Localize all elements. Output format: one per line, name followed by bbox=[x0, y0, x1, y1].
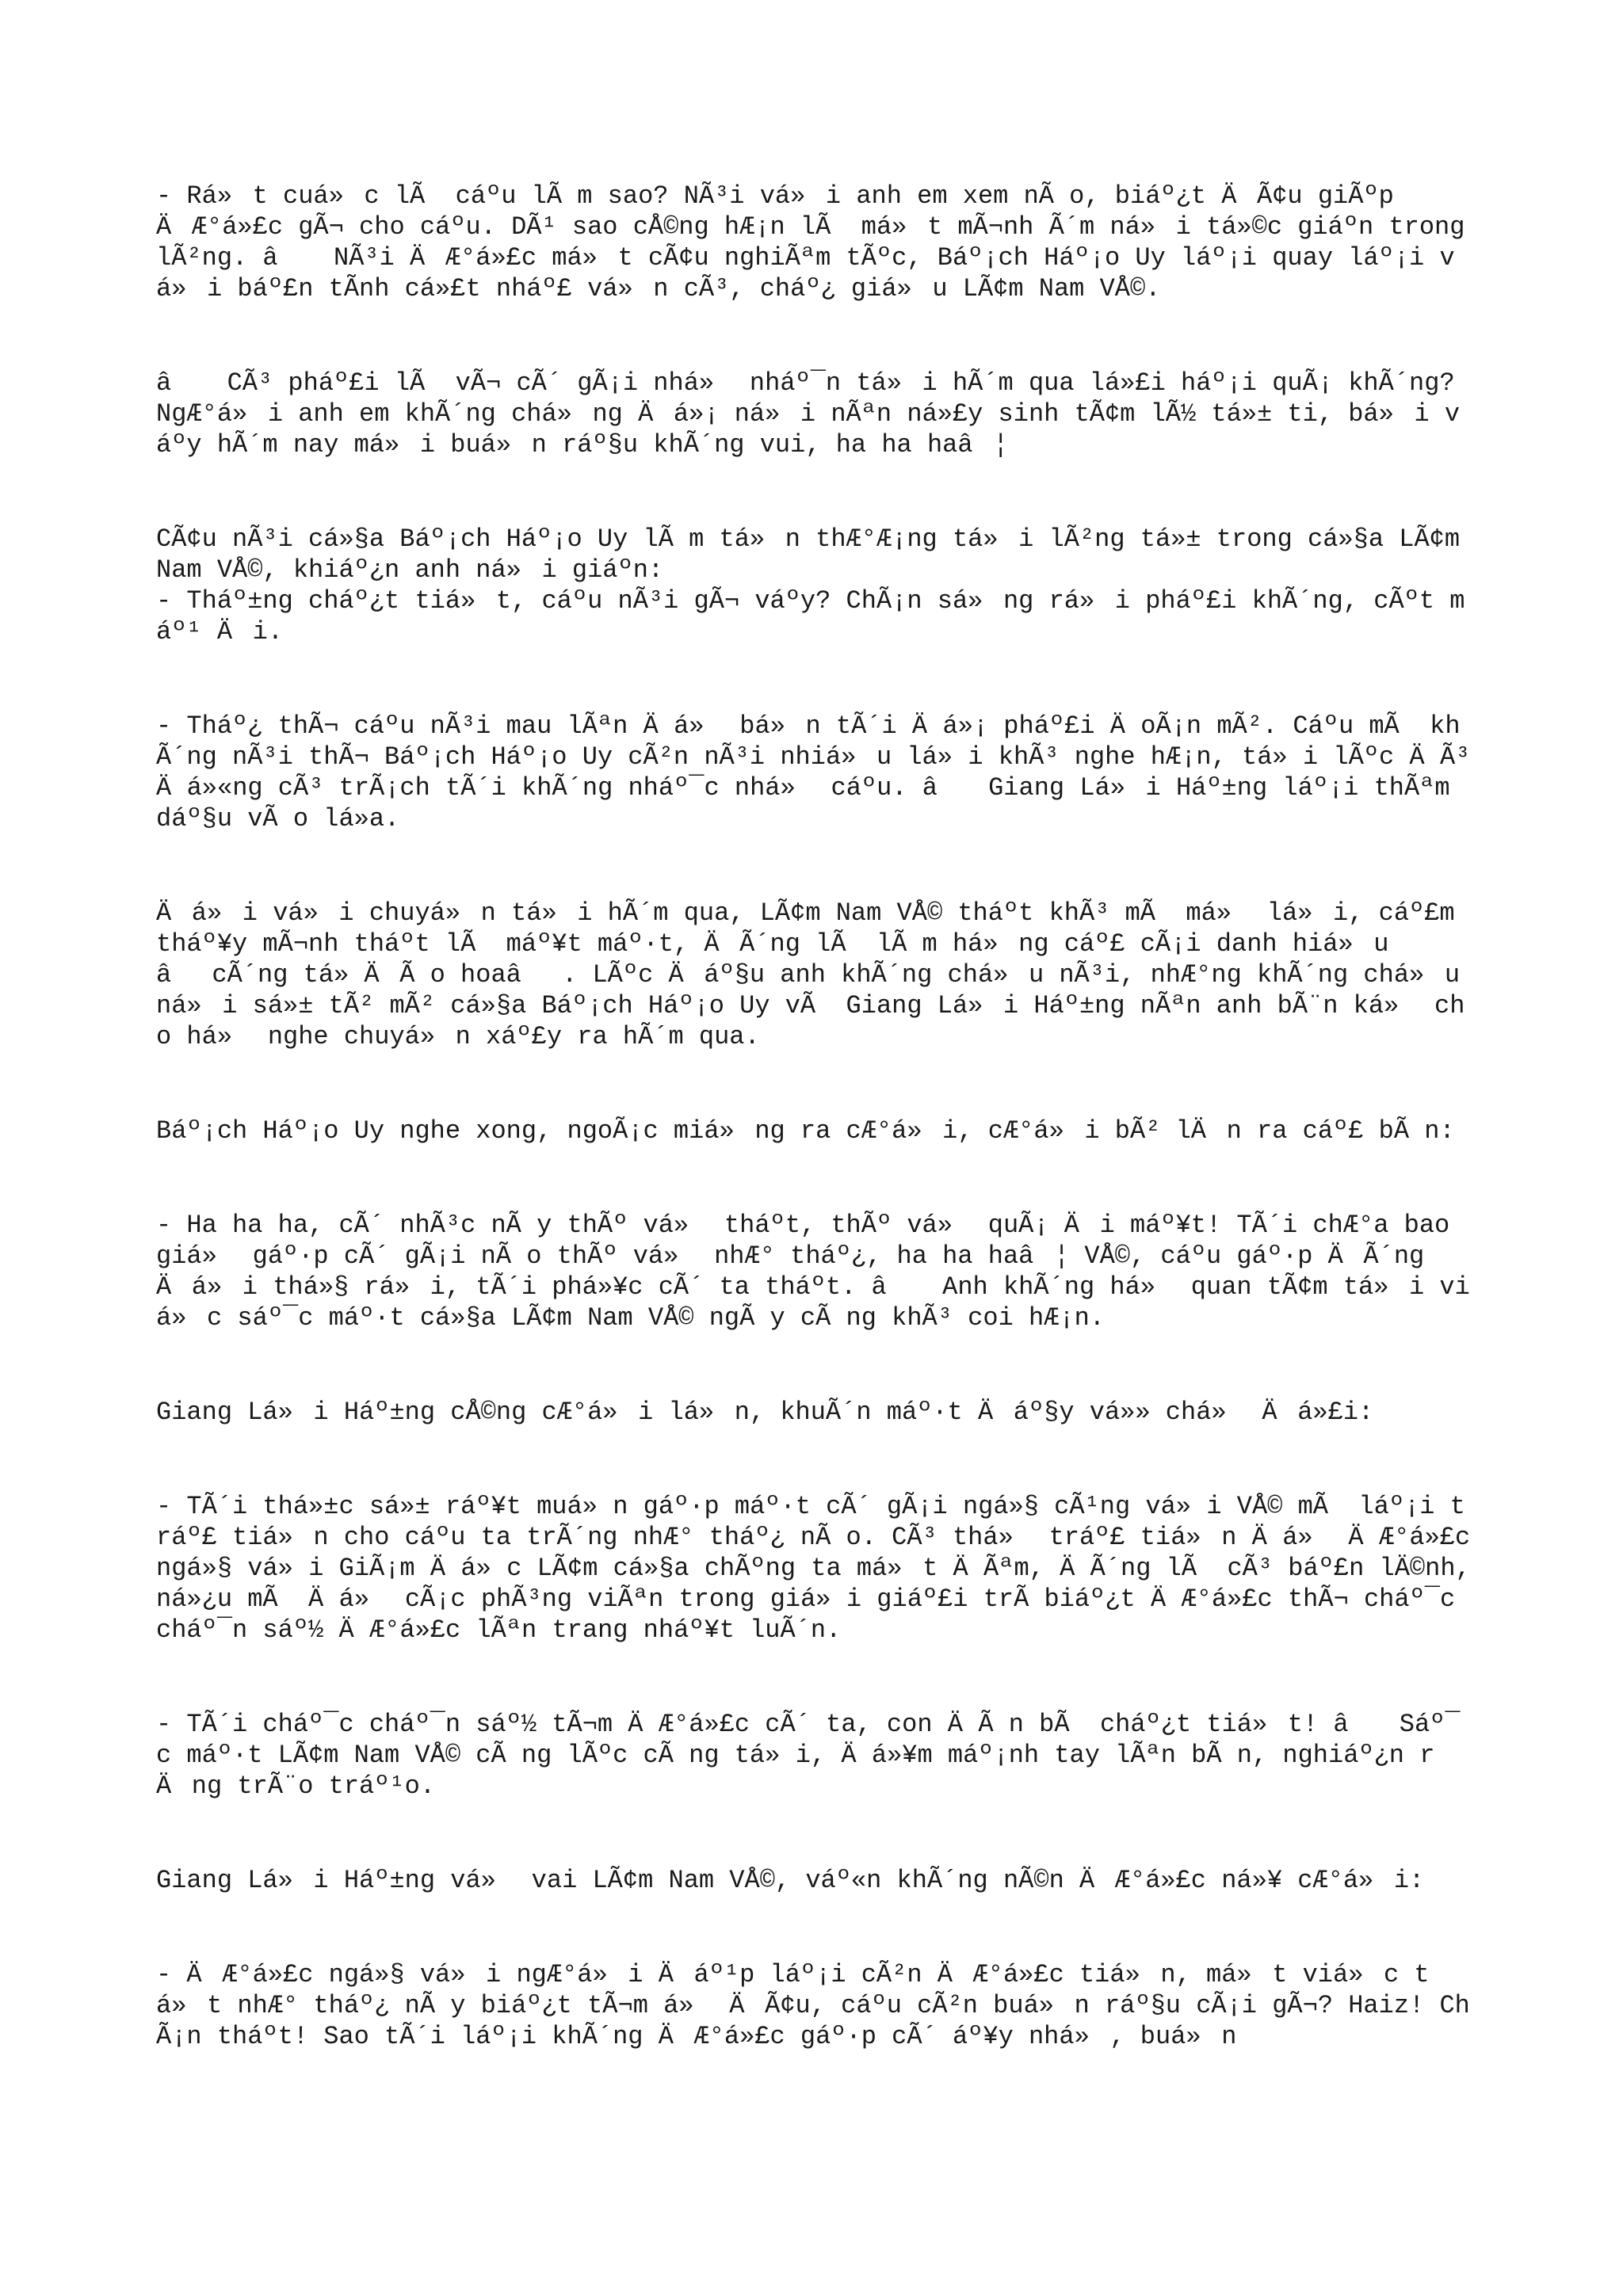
paragraph: - Tháº¿ thÃ¬ cáºu nÃ³i mau lÃªn Äá» bá»n tÃ´i Äá»¡ pháº£i ÄoÃ¡n mÃ². Cáºu mÃ khÃ´ng nÃ³i thÃ¬ Báº¡ch Háº¡o Uy cÃ²n nÃ³i nhiá»u lá»i khÃ³ nghe hÆ¡n, tá»i lÃºc ÄÃ³ Äá»«ng cÃ³ trÃ¡ch tÃ´i khÃ´ng nháº¯c nhá» cáºu. â Giang Lá»i Háº±ng láº¡i thÃªm dáº§u vÃ o lá»a. bbox=[156, 711, 1486, 833]
paragraph: - TÃ´i cháº¯c cháº¯n sáº½ tÃ¬m ÄÆ°á»£c cÃ´ ta, con ÄÃ n bÃ cháº¿t tiá»t! â Sáº¯c máº·t LÃ¢m Nam VÅ© cÃ ng lÃºc cÃ ng tá»i, Äá»¥m máº¡nh tay lÃªn bÃ n, nghiáº¿n rÄng trÃ¨o tráº¹o. bbox=[156, 1710, 1461, 1801]
paragraph: - Ha ha ha, cÃ´ nhÃ³c nÃ y thÃº vá» tháºt, thÃº vá» quÃ¡ Äi máº¥t! TÃ´i chÆ°a bao giá» gáº·p cÃ´ gÃ¡i nÃ o thÃº vá» nhÆ° tháº¿, ha ha haâ¦ VÅ©, cáºu gáº·p ÄÃ´ng Äá»i thá»§ rá»i, tÃ´i phá»¥c cÃ´ ta tháºt. â Anh khÃ´ng há» quan tÃ¢m tá»i viá»c sáº¯c máº·t cá»§a LÃ¢m Nam VÅ© ngÃ y cÃ ng khÃ³ coi hÆ¡n. bbox=[156, 1211, 1470, 1333]
document-body bbox=[156, 181, 1486, 2052]
paragraph: - ÄÆ°á»£c ngá»§ vá»i ngÆ°á»i Äáº¹p láº¡i cÃ²n ÄÆ°á»£c tiá»n, má»t viá»c tá»t nhÆ° tháº¿ nÃ y biáº¿t tÃ¬m á» ÄÃ¢u, cáºu cÃ²n buá»n ráº§u cÃ¡i gÃ¬? Haiz! ChÃ¡n tháºt! Sao tÃ´i láº¡i khÃ´ng ÄÆ°á»£c gáº·p cÃ´ áº¥y nhá», buá»n bbox=[156, 1960, 1470, 2051]
paragraph: - Tháº±ng cháº¿t tiá»t, cáºu nÃ³i gÃ¬ váºy? ChÃ¡n sá»ng rá»i pháº£i khÃ´ng, cÃºt máº¹ Äi. bbox=[156, 586, 1465, 646]
paragraph: â CÃ³ pháº£i lÃ vÃ¬ cÃ´ gÃ¡i nhá» nháº¯n tá»i hÃ´m qua lá»£i háº¡i quÃ¡ khÃ´ng? NgÆ°á»i anh em khÃ´ng chá»ng Äá»¡ ná»i nÃªn ná»£y sinh tÃ¢m lÃ½ tá»± ti, bá»i váºy hÃ´m nay má»i buá»n ráº§u khÃ´ng vui, ha ha haâ¦ bbox=[156, 368, 1470, 460]
paragraph: Giang Lá»i Háº±ng cÅ©ng cÆ°á»i lá»n, khuÃ´n máº·t Äáº§y vá»» chá» Äá»£i: bbox=[156, 1398, 1374, 1427]
paragraph: CÃ¢u nÃ³i cá»§a Báº¡ch Háº¡o Uy lÃ m tá»n thÆ°Æ¡ng tá»i lÃ²ng tá»± trong cá»§a LÃ¢m Nam VÅ©, khiáº¿n anh ná»i giáºn: bbox=[156, 524, 1476, 585]
paragraph: Äá»i vá»i chuyá»n tá»i hÃ´m qua, LÃ¢m Nam VÅ© tháºt khÃ³ mÃ má» lá»i, cáº£m tháº¥y mÃ¬nh tháºt lÃ máº¥t máº·t, ÄÃ´ng lÃ lÃ m há»ng cáº£ cÃ¡i danh hiá»u âcÃ´ng tá» ÄÃ o hoaâ. LÃºc Äáº§u anh khÃ´ng chá»u nÃ³i, nhÆ°ng khÃ´ng chá»u ná»i sá»± tÃ² mÃ² cá»§a Báº¡ch Háº¡o Uy vÃ Giang Lá»i Háº±ng nÃªn anh bÃ¨n ká» cho há» nghe chuyá»n xáº£y ra hÃ´m qua. bbox=[156, 898, 1476, 1051]
paragraph: - TÃ´i thá»±c sá»± ráº¥t muá»n gáº·p máº·t cÃ´ gÃ¡i ngá»§ cÃ¹ng vá»i VÅ© mÃ láº¡i tráº£ tiá»n cho cáºu ta trÃ´ng nhÆ° tháº¿ nÃ o. CÃ³ thá» tráº£ tiá»n Äá» ÄÆ°á»£c ngá»§ vá»i GiÃ¡m Äá»c LÃ¢m cá»§a chÃºng ta má»t ÄÃªm, ÄÃ´ng lÃ cÃ³ báº£n lÄ©nh, ná»¿u mÃ Äá» cÃ¡c phÃ³ng viÃªn trong giá»i giáº£i trÃ biáº¿t ÄÆ°á»£c thÃ¬ cháº¯c cháº¯n sáº½ ÄÆ°á»£c lÃªn trang nháº¥t luÃ´n. bbox=[156, 1492, 1486, 1645]
paragraph: - Rá»t cuá»c lÃ cáºu lÃ m sao? NÃ³i vá»i anh em xem nÃ o, biáº¿t ÄÃ¢u giÃºp ÄÆ°á»£c gÃ¬ cho cáºu. DÃ¹ sao cÅ©ng hÆ¡n lÃ má»t mÃ¬nh Ã´m ná»i tá»©c giáºn trong lÃ²ng. â NÃ³i ÄÆ°á»£c má»t cÃ¢u nghiÃªm tÃºc, Báº¡ch Háº¡o Uy láº¡i quay láº¡i vá»i báº£n tÃnh cá»£t nháº£ vá»n cÃ³, cháº¿ giá» u LÃ¢m Nam VÅ©. bbox=[156, 181, 1480, 303]
paragraph: Giang Lá»i Háº±ng vá» vai LÃ¢m Nam VÅ©, váº«n khÃ´ng nÃ©n ÄÆ°á»£c ná»¥ cÆ°á»i: bbox=[156, 1866, 1425, 1895]
paragraph: Báº¡ch Háº¡o Uy nghe xong, ngoÃ¡c miá»ng ra cÆ°á»i, cÆ°á»i bÃ² lÄn ra cáº£ bÃ n: bbox=[156, 1116, 1455, 1146]
